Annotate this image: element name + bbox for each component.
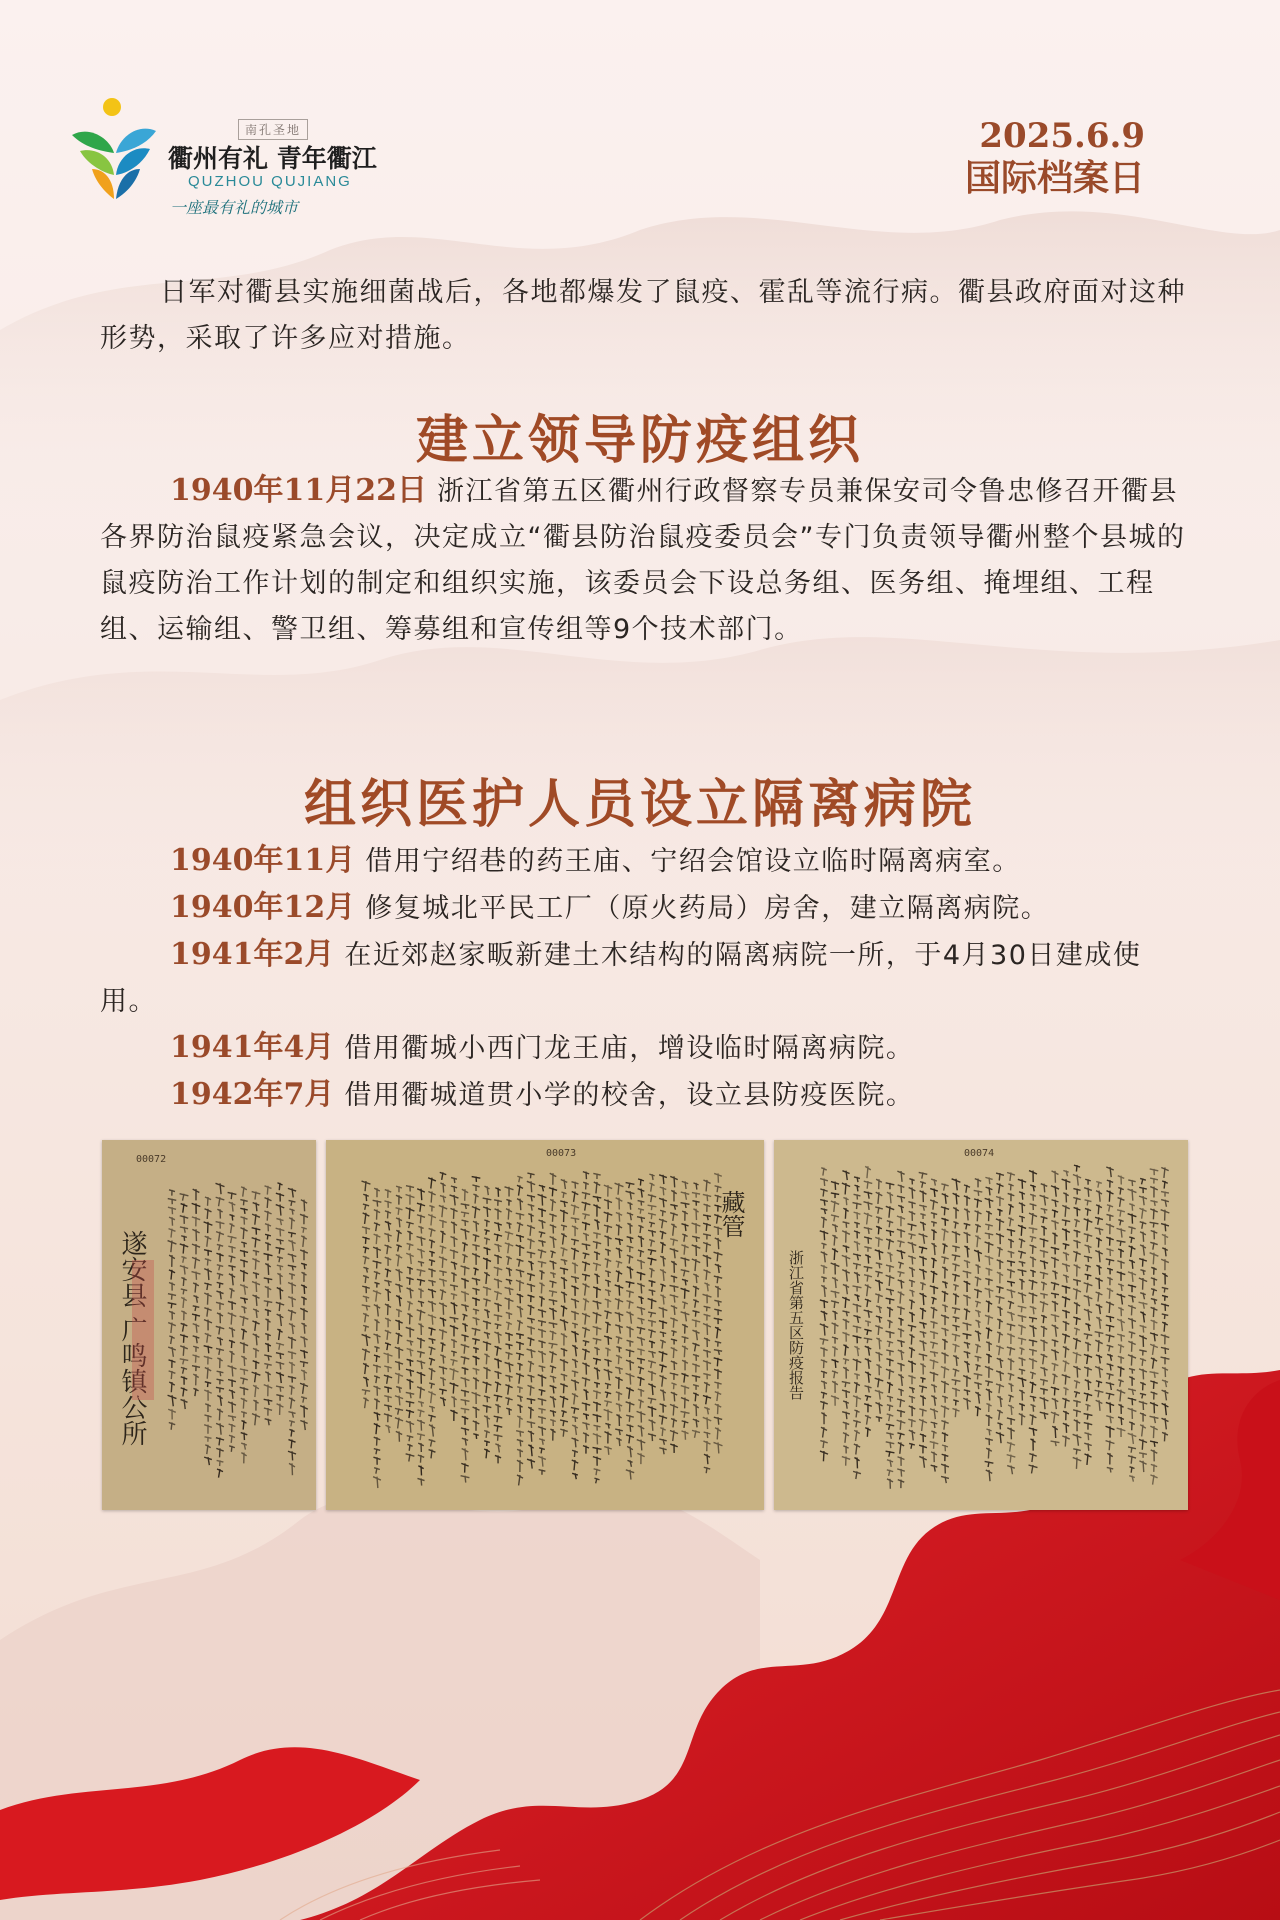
item-date: 1941年2月 <box>170 937 335 972</box>
event-date: 2025.6.9 <box>979 116 1145 156</box>
list-item <box>100 838 1190 885</box>
item-text: 在近郊赵家畈新建土木结构的隔离病院一所，于4月30日建成使用。 <box>100 940 1142 1017</box>
item-date: 1942年7月 <box>170 1077 335 1112</box>
logo-title: 衢州有礼 青年衢江 <box>168 144 377 173</box>
doc-number: 00074 <box>964 1148 995 1159</box>
intro-paragraph <box>100 270 1190 362</box>
document-scan <box>774 1140 1188 1510</box>
section2-title: 组织医护人员设立隔离病院 <box>303 774 976 835</box>
section1-date: 1940年11月22日 <box>170 473 427 508</box>
logo-slogan: 一座最有礼的城市 <box>170 198 299 217</box>
item-text: 借用衢城道贯小学的校舍，设立县防疫医院。 <box>344 1080 915 1111</box>
doc-number: 00072 <box>136 1154 167 1165</box>
doc-vertical-text: 藏管 <box>717 1190 745 1238</box>
section1-title: 建立领导防疫组织 <box>415 410 864 471</box>
doc-vertical-text: 浙江省第五区防疫报告 <box>787 1250 805 1400</box>
logo <box>70 95 400 215</box>
doc-number: 00073 <box>546 1148 577 1159</box>
item-date: 1940年11月 <box>170 843 356 878</box>
item-text: 借用宁绍巷的药王庙、宁绍会馆设立临时隔离病室。 <box>365 846 1021 877</box>
item-text: 修复城北平民工厂（原火药局）房舍，建立隔离病院。 <box>365 893 1050 924</box>
document-scan <box>102 1140 316 1510</box>
item-date: 1940年12月 <box>170 890 356 925</box>
item-text: 借用衢城小西门龙王庙，增设临时隔离病院。 <box>344 1033 915 1064</box>
archive-document-image <box>102 1140 316 1510</box>
archive-document-image <box>326 1140 764 1510</box>
logo-subtitle: QUZHOU QUJIANG <box>188 173 352 190</box>
document-scan <box>326 1140 764 1510</box>
list-item <box>100 1025 1190 1072</box>
list-item <box>100 1072 1190 1119</box>
section1-paragraph <box>100 468 1190 653</box>
doc-vertical-text: 遂安县 广鸣镇公所 <box>117 1230 147 1447</box>
logo-tag: 南孔圣地 <box>238 119 308 140</box>
intro-text: 日军对衢县实施细菌战后，各地都爆发了鼠疫、霍乱等流行病。衢县政府面对这种形势，采取了许多应对措施。 <box>100 277 1186 354</box>
logo-mark-icon <box>70 95 160 205</box>
list-item <box>100 932 1190 1025</box>
date-block <box>965 116 1145 200</box>
section2-list <box>100 838 1190 1119</box>
archive-document-image <box>774 1140 1188 1510</box>
item-date: 1941年4月 <box>170 1030 335 1065</box>
section1-text: 浙江省第五区衢州行政督察专员兼保安司令鲁忠修召开衢县各界防治鼠疫紧急会议，决定成立“衢县防治鼠疫委员会”专门负责领导衢州整个县城的鼠疫防治工作计划的制定和组织实施，该委员会下设总务组、医务组、掩埋组、工程组、运输组、警卫组、筹募组和宣传组等9个技术部门。 <box>100 476 1186 645</box>
list-item <box>100 885 1190 932</box>
event-name: 国际档案日 <box>964 157 1145 199</box>
